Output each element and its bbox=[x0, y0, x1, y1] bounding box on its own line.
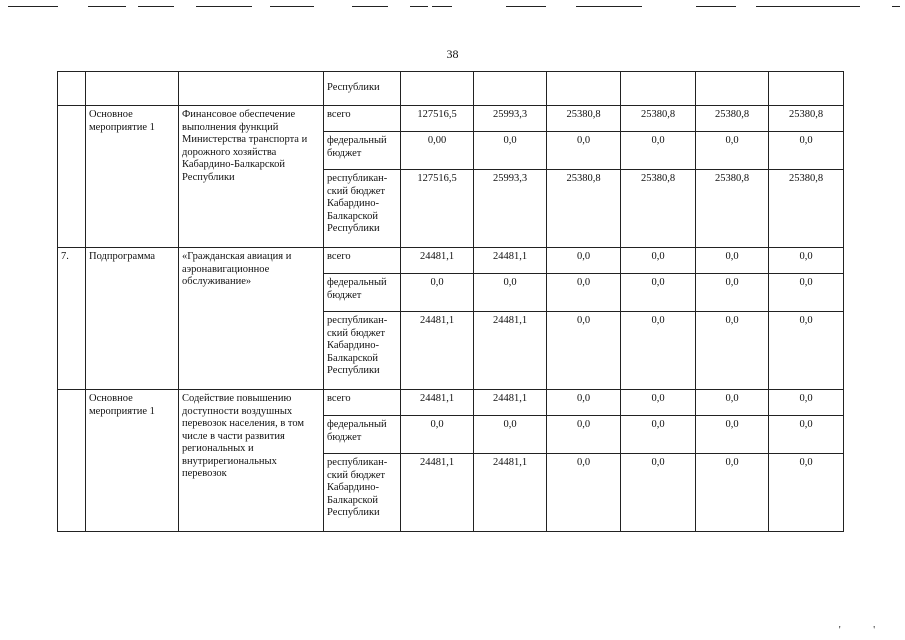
cell-value: 24481,1 bbox=[401, 312, 474, 390]
cell-value: 25380,8 bbox=[547, 170, 621, 248]
cell-source: всего bbox=[324, 106, 401, 132]
scan-footer-marks: ' ' bbox=[838, 625, 875, 636]
page-number: 38 bbox=[446, 47, 459, 61]
cell-num: 7. bbox=[58, 248, 86, 390]
cell-value: 0,0 bbox=[696, 390, 769, 416]
cell-name: Содействие повышению доступности воздушных перевозок населения, в том числе в части развития региональных и внутрирегиональных перевозок bbox=[179, 390, 324, 532]
cell-value: 25380,8 bbox=[621, 106, 696, 132]
cell-value: 0,0 bbox=[547, 312, 621, 390]
cell-value: 0,0 bbox=[474, 132, 547, 170]
cell-value: 0,0 bbox=[696, 274, 769, 312]
scan-top-edge-lines bbox=[0, 0, 905, 14]
cell-value: 24481,1 bbox=[474, 390, 547, 416]
cell-value: 0,0 bbox=[547, 248, 621, 274]
cell-source: Республики bbox=[324, 72, 401, 106]
cell-value: 24481,1 bbox=[474, 454, 547, 532]
cell-value: 0,0 bbox=[621, 390, 696, 416]
cell-value: 0,0 bbox=[621, 248, 696, 274]
cell-value: 24481,1 bbox=[474, 248, 547, 274]
cell-value: 25380,8 bbox=[547, 106, 621, 132]
cell-value: 0,0 bbox=[696, 454, 769, 532]
table-row bbox=[58, 390, 844, 416]
cell-value: 0,0 bbox=[696, 248, 769, 274]
cell-value: 0,0 bbox=[474, 416, 547, 454]
cell-value: 25380,8 bbox=[621, 170, 696, 248]
cell-source: федеральный бюджет bbox=[324, 274, 401, 312]
cell-value: 0,0 bbox=[769, 416, 844, 454]
cell-value: 0,0 bbox=[547, 390, 621, 416]
cell-value: 0,0 bbox=[401, 416, 474, 454]
cell-source: федеральный бюджет bbox=[324, 132, 401, 170]
cell-value: 25380,8 bbox=[696, 170, 769, 248]
cell-value: 0,0 bbox=[547, 416, 621, 454]
cell-value: 0,0 bbox=[547, 454, 621, 532]
cell-num bbox=[58, 390, 86, 532]
cell-value: 0,0 bbox=[621, 132, 696, 170]
cell-value: 0,0 bbox=[621, 274, 696, 312]
cell-value: 0,0 bbox=[769, 132, 844, 170]
cell-value: 25993,3 bbox=[474, 106, 547, 132]
cell-value: 0,0 bbox=[547, 274, 621, 312]
cell-value: 0,00 bbox=[401, 132, 474, 170]
cell-value: 0,0 bbox=[474, 274, 547, 312]
cell-num bbox=[58, 106, 86, 248]
cell-value: 24481,1 bbox=[401, 454, 474, 532]
cell-type: Основное мероприятие 1 bbox=[86, 390, 179, 532]
cell-name: Финансовое обеспечение выполнения функций Министерства транспорта и дорожного хозяйства Кабардино-Балкарской Республики bbox=[179, 106, 324, 248]
cell-value: 0,0 bbox=[769, 248, 844, 274]
cell-value: 25380,8 bbox=[769, 106, 844, 132]
cell-value: 25380,8 bbox=[696, 106, 769, 132]
cell-value: 0,0 bbox=[696, 416, 769, 454]
cell-type bbox=[86, 72, 179, 106]
cell-value: 0,0 bbox=[769, 274, 844, 312]
cell-value: 0,0 bbox=[769, 312, 844, 390]
cell-value: 0,0 bbox=[769, 390, 844, 416]
cell-value: 127516,5 bbox=[401, 106, 474, 132]
cell-source: республикан-ский бюджет Кабардино-Балкарской Республики bbox=[324, 170, 401, 248]
cell-value: 127516,5 bbox=[401, 170, 474, 248]
cell-source: республикан-ский бюджет Кабардино-Балкарской Республики bbox=[324, 454, 401, 532]
cell-source: республикан-ский бюджет Кабардино-Балкарской Республики bbox=[324, 312, 401, 390]
cell-num bbox=[58, 72, 86, 106]
cell-source: федеральный бюджет bbox=[324, 416, 401, 454]
cell-value: 0,0 bbox=[621, 416, 696, 454]
cell-source: всего bbox=[324, 248, 401, 274]
cell-value: 0,0 bbox=[547, 132, 621, 170]
table-row bbox=[58, 106, 844, 132]
cell-value: 0,0 bbox=[696, 132, 769, 170]
cell-value: 0,0 bbox=[401, 274, 474, 312]
cell-value: 24481,1 bbox=[474, 312, 547, 390]
cell-value: 0,0 bbox=[621, 312, 696, 390]
cell-value: 24481,1 bbox=[401, 390, 474, 416]
cell-value: 0,0 bbox=[696, 312, 769, 390]
table-row bbox=[58, 248, 844, 274]
cell-value: 24481,1 bbox=[401, 248, 474, 274]
cell-value: 0,0 bbox=[769, 454, 844, 532]
cell-source: всего bbox=[324, 390, 401, 416]
continuation-row bbox=[58, 72, 844, 106]
cell-name: «Гражданская авиация и аэронавигационное обслуживание» bbox=[179, 248, 324, 390]
budget-table bbox=[57, 71, 844, 532]
cell-value: 25993,3 bbox=[474, 170, 547, 248]
cell-value: 25380,8 bbox=[769, 170, 844, 248]
cell-type: Основное мероприятие 1 bbox=[86, 106, 179, 248]
cell-value: 0,0 bbox=[621, 454, 696, 532]
cell-name bbox=[179, 72, 324, 106]
cell-type: Подпрограмма bbox=[86, 248, 179, 390]
